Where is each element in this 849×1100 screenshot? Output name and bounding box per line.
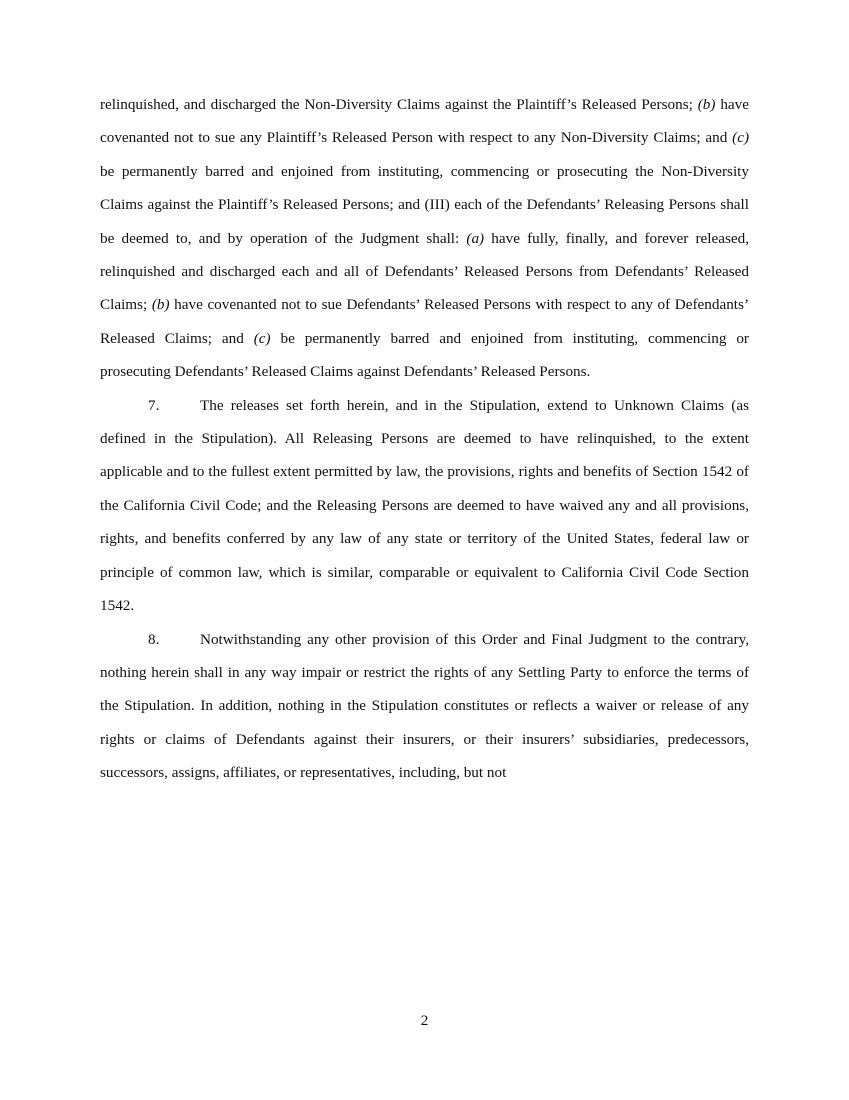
paragraph-8 <box>100 623 749 790</box>
document-body <box>100 88 749 790</box>
paragraph-number: 7. <box>148 396 160 414</box>
paragraph-7 <box>100 389 749 623</box>
paragraph-number: 8. <box>148 630 160 648</box>
clause-c-label: (c) <box>732 129 749 147</box>
paragraph-text: The releases set forth herein, and in the Stipulation, extend to Unknown Claims (as defined in the Stipulation). All Releasing Persons are deemed to have relinquished, to the extent applicable and to the fullest extent permitted by law, the provisions, rights and benefits of Section 1542 of the California Civil Code; and the Releasing Persons are deemed to have waived any and all provisions, rights, and benefits conferred by any law of any state or territory of the United States, federal law or principle of common law, which is similar, comparable or equivalent to California Civil Code Section 1542. <box>100 396 749 615</box>
page-number: 2 <box>420 1012 429 1029</box>
clause-b-label: (b) <box>697 96 716 113</box>
clause-c-label: (c) <box>253 329 271 347</box>
clause-b-label: (b) <box>151 296 170 314</box>
clause-a-label: (a) <box>466 229 485 247</box>
paragraph-text: Notwithstanding any other provision of this Order and Final Judgment to the contrary, nothing herein shall in any way impair or restrict the rights of any Settling Party to enforce the terms of the Stipulation. In addition, nothing in the Stipulation constitutes or reflects a waiver or release of any rights or claims of Defendants against their insurers, or their insurers’ subsidiaries, predecessors, successors, assigns, affiliates, or representatives, including, but not <box>100 630 749 782</box>
continued-paragraph: relinquished, and discharged the Non-Diversity Claims against the Plaintiff’s Released Persons; (b) have covenanted not to sue any Plaintiff’s Released Person with respect to any Non-Diversity Claims; and (c) be permanently barred and enjoined from instituting, commencing or prosecuting the Non-Diversity Claims against the Plaintiff’s Released Persons; and (III) each of the Defendants’ Releasing Persons shall be deemed to, and by operation of the Judgment shall: (a) have fully, finally, and forever released, relinquished and discharged each and all of Defendants’ Released Persons from Defendants’ Released Claims; (b) have covenanted not to sue Defendants’ Released Persons with respect to any of Defendants’ Released Claims; and (c) be permanently barred and enjoined from instituting, commencing or prosecuting Defendants’ Released Claims against Defendants’ Released Persons. <box>100 96 750 381</box>
